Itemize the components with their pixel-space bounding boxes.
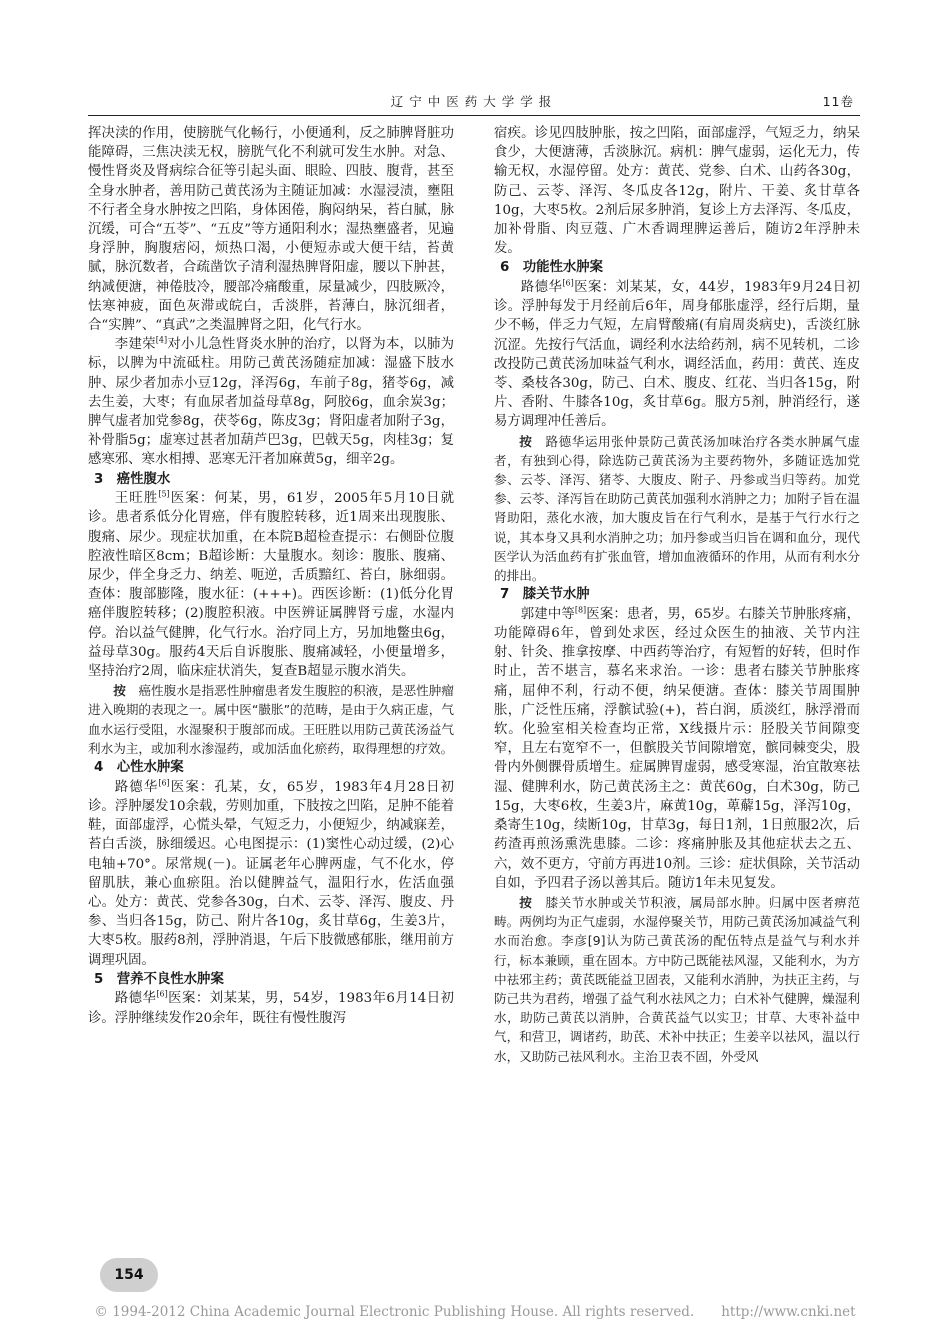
section-heading: 6 功能性水肿案 <box>500 260 604 276</box>
journal-title: 辽宁中医药大学学报 <box>390 94 558 109</box>
commentary-note <box>494 432 860 586</box>
citation-ref: [5] <box>158 489 170 499</box>
author-name: 李建荣 <box>114 337 156 353</box>
body-paragraph <box>88 989 454 1027</box>
right-column <box>494 124 860 1254</box>
citation-ref: [8] <box>574 605 587 615</box>
author-name: 王旺胜 <box>114 491 159 507</box>
body-paragraph <box>494 605 860 893</box>
note-text: 癌性腹水是指恶性肿瘤患者发生腹腔的积液，是恶性肿瘤进入晚期的表现之一。属中医“臌胀”的范畴，是由于久病正虚，气血水运行受阻，水湿聚积于腹部而成。王旺胜以用防己黄芪汤益气利水为主，或加利水渗湿药，或加活血化瘀药，取得理想的疗效。 <box>88 683 454 756</box>
body-paragraph <box>88 335 454 469</box>
section-heading: 5 营养不良性水肿案 <box>94 971 224 987</box>
author-name: 郭建中等 <box>520 606 575 622</box>
note-lead: 按 <box>113 683 126 699</box>
body-paragraph <box>88 778 454 970</box>
citation-ref: [4] <box>155 335 168 345</box>
paragraph-text: 医案：患者，男，65岁。右膝关节肿胀疼痛，功能障碍6年，曾到处求医，经过众医生的抽液、关节内注射、针灸、推拿按摩、中西药等治疗，有短暂的好转，但时作时止，苦不堪言，慕名来求治。一诊：患者右膝关节肿胀疼痛，屈伸不利，行动不便，纳呆便溏。查体：膝关节周围肿胀，广泛性压痛，浮髌试验(+)，苔白润，质淡红，脉浮滑而软。化验室相关检查均正常，X线摄片示：胫股关节间隙变窄，且左右宽窄不一，但髌股关节间隙增宽，髌同棘变尖，股骨内外侧髁骨质增生。症属脾胃虚弱，感受寒湿，治宜散寒祛湿、健脾利水，防己黄芪汤主之：黄芪60g，白术30g，防己15g，大枣6枚，生姜3片，麻黄10g，萆薢15g，泽泻10g，桑寄生10g，续断10g，甘草3g，每日1剂，1日煎服2次，后药渣再煎汤熏洗患膝。二诊：疼痛肿胀及其他症状去之五、六，效不更方，守前方再进10剂。三诊：症状俱除，关节活动自如，予四君子汤以善其后。随访1年未见复发。 <box>494 606 860 891</box>
author-name: 路德华 <box>520 280 563 296</box>
paragraph-text: 医案：刘某某，男，54岁，1983年6月14日初诊。浮肿继续发作20余年，既往有慢性腹泻 <box>88 991 454 1026</box>
body-paragraph <box>88 489 454 681</box>
paragraph-text: 医案：刘某某，女，44岁，1983年9月24日初诊。浮肿每发于月经前后6年，周身郁胀虚浮，经行后期，量少不畅，伴乏力气短，左肩臂酸痛(有肩周炎病史)，舌淡红脉沉涩。先按行气活血，调经利水法给药剂，病不见转机，二诊改投防己黄芪汤加味益气利水，调经活血，药用：黄芪、连皮苓、桑枝各30g，防己、白术、腹皮、红花、当归各15g，附片、香附、牛膝各10g，炙甘草6g。服方5剂，肿消经行，遂易方调理冲任善后。 <box>494 280 860 430</box>
citation-ref: [6] <box>158 778 170 788</box>
section-heading: 4 心性水肿案 <box>94 760 184 776</box>
left-column <box>88 124 454 1254</box>
note-text: 路德华运用张仲景防己黄芪汤加味治疗各类水肿属气虚者，有独到心得，除选防己黄芪汤为主要药物外，多随证选加党参、云苓、泽泻、猪苓、大腹皮、附子、丹参或当归等药。加党参、云苓、泽泻旨在助防己黄芪加强利水消肿之力；加附子旨在温肾助阳，蒸化水液，加大腹皮旨在行气利水，是基于气行水行之说，其本身又具利水消肿之功；加丹参或当归旨在调和血分，现代医学认为活血药有扩张血管，增加血液循环的作用，从而有利水分的排出。 <box>494 433 860 584</box>
section-heading: 7 膝关节水肿 <box>500 587 590 603</box>
body-paragraph: 挥决渎的作用，使膀胱气化畅行，小便通利，反之肺脾肾脏功能障碍，三焦决渎无权，膀胱气化不利就可发生水肿。对急、慢性肾炎及肾病综合征等引起头面、眼睑、四肢、腹背，甚至全身水肿者，善用防己黄芪汤为主随证加减：水湿浸渍，壅阻不行者全身水肿按之凹陷，身体困倦，胸闷纳呆，苔白腻，脉沉缓，可合“五苓”、“五皮”等方通阳利水；湿热壅盛者，见遍身浮肿，胸腹痞闷，烦热口渴，小便短赤或大便干结，苔黄腻，脉沉数者，合疏凿饮子清利湿热脾肾阳虚，腰以下肿甚，纳减便溏，神倦肢冷，腰部冷痛酸重，尿量减少，四肢厥冷，怯寒神疲，面色灰滞或皖白，舌淡胖，苔薄白，脉沉细者，合“实脾”、“真武”之类温脾肾之阳，化气行水。 <box>88 126 454 334</box>
citation-ref: [6] <box>156 989 168 999</box>
volume-label: 11卷 <box>822 94 854 109</box>
author-name: 路德华 <box>114 779 159 795</box>
paragraph-text: 对小儿急性肾炎水肿的治疗，以肾为本，以肺为标，以脾为中流砥柱。用防己黄芪汤随症加减：湿盛下肢水肿、尿少者加赤小豆12g，泽泻6g，车前子8g，猪苓6g，减去生姜，大枣；有血尿者加益母草8g，阿胶6g，血余炭3g；脾气虚者加党参8g，茯苓6g，陈皮3g；肾阳虚者加附子3g，补骨脂5g；虚寒过甚者加葫芦巴3g，巴戟天5g，肉桂3g；复感寒邪、寒水相搏、恶寒无汗者加麻黄5g，细辛2g。 <box>88 337 454 468</box>
running-header <box>88 92 860 112</box>
author-name: 路德华 <box>114 991 157 1007</box>
body-paragraph <box>494 278 860 432</box>
paragraph-text: 医案：孔某，女，65岁，1983年4月28日初诊。浮肿屡发10余载，劳则加重，下肢按之凹陷，足肿不能着鞋，面部虚浮，心慌头晕，气短乏力，小便短少，纳减寐差，苔白舌淡，脉细缓迟。心电图提示：(1)窦性心动过缓，(2)心电轴+70°。尿常规(－)。证属老年心脾两虚，气不化水，停留肌肤，兼心血瘀阻。治以健脾益气，温阳行水，佐活血强心。处方：黄芪、党参各30g，白术、云苓、泽泻、腹皮、丹参、当归各15g，防己、附片各10g，炙甘草6g，生姜3片，大枣5枚。服药8剂，浮肿消退，午后下肢微感郁胀，继用前方调理巩固。 <box>88 779 454 968</box>
citation-ref: [6] <box>562 278 574 288</box>
note-lead: 按 <box>519 433 533 449</box>
copyright-footer: © 1994-2012 China Academic Journal Electronic Publishing House. All rights reserved. http://www.cnki.net <box>94 1304 856 1320</box>
header-rule <box>88 115 860 116</box>
paragraph-text: 医案：何某，男，61岁，2005年5月10日就诊。患者系低分化胃癌，伴有腹腔转移，近1周来出现腹胀、腹痛、尿少。现症状加重，在本院B超检查提示：右侧卧位腹腔液性暗区8cm；B超诊断：大量腹水。刻诊：腹胀、腹痛、尿少，伴全身乏力、纳差、呃逆，舌质黯红、苔白，脉细弱。查体：腹部膨隆，腹水征：(+++)。西医诊断：(1)低分化胃癌伴腹腔转移；(2)腹腔积液。中医辨证属脾肾亏虚，水湿内停。治以益气健脾，化气行水。治疗同上方，另加地鳖虫6g，益母草30g。服药4天后自诉腹胀、腹痛减轻，小便量增多，坚持治疗2周，临床症状消失，复查B超显示腹水消失。 <box>88 491 454 680</box>
body-paragraph: 宿疾。诊见四肢肿胀，按之凹陷，面部虚浮，气短乏力，纳呆食少，大便溏薄，舌淡脉沉。病机：脾气虚弱，运化无力，传输无权，水湿停留。处方：黄芪、党参、白术、山药各30g，防己、云苓、泽泻、冬瓜皮各12g，附片、干姜、炙甘草各10g，大枣5枚。2剂后尿多肿消，复诊上方去泽泻、冬瓜皮，加补骨脂、肉豆蔻、广木香调理脾运善后，随访2年浮肿未发。 <box>494 126 860 257</box>
note-lead: 按 <box>519 894 533 910</box>
page-number: 154 <box>100 1258 158 1292</box>
commentary-note <box>88 681 454 758</box>
commentary-note <box>494 893 860 1066</box>
note-text: 膝关节水肿或关节积液，属局部水肿。归属中医者痹范畴。两例均为正气虚弱，水湿停聚关节，用防己黄芪汤加减益气利水而治愈。李彦[9]认为防己黄芪汤的配伍特点是益气与利水并行，标本兼顾，重在固本。方中防己既能祛风湿，又能利水，为方中祛邪主药；黄芪既能益卫固表，又能利水消肿，为扶正主药，与防己共为君药，增强了益气利水祛风之力；白术补气健脾，燥湿利水，助防己黄芪以消肿，合黄芪益气以实卫；甘草、大枣补益中气，和营卫，调诸药，助芪、术补中扶正；生姜辛以祛风，温以行水，又助防己祛风利水。主治卫表不固，外受风 <box>494 894 860 1064</box>
section-heading: 3 癌性腹水 <box>94 471 171 487</box>
